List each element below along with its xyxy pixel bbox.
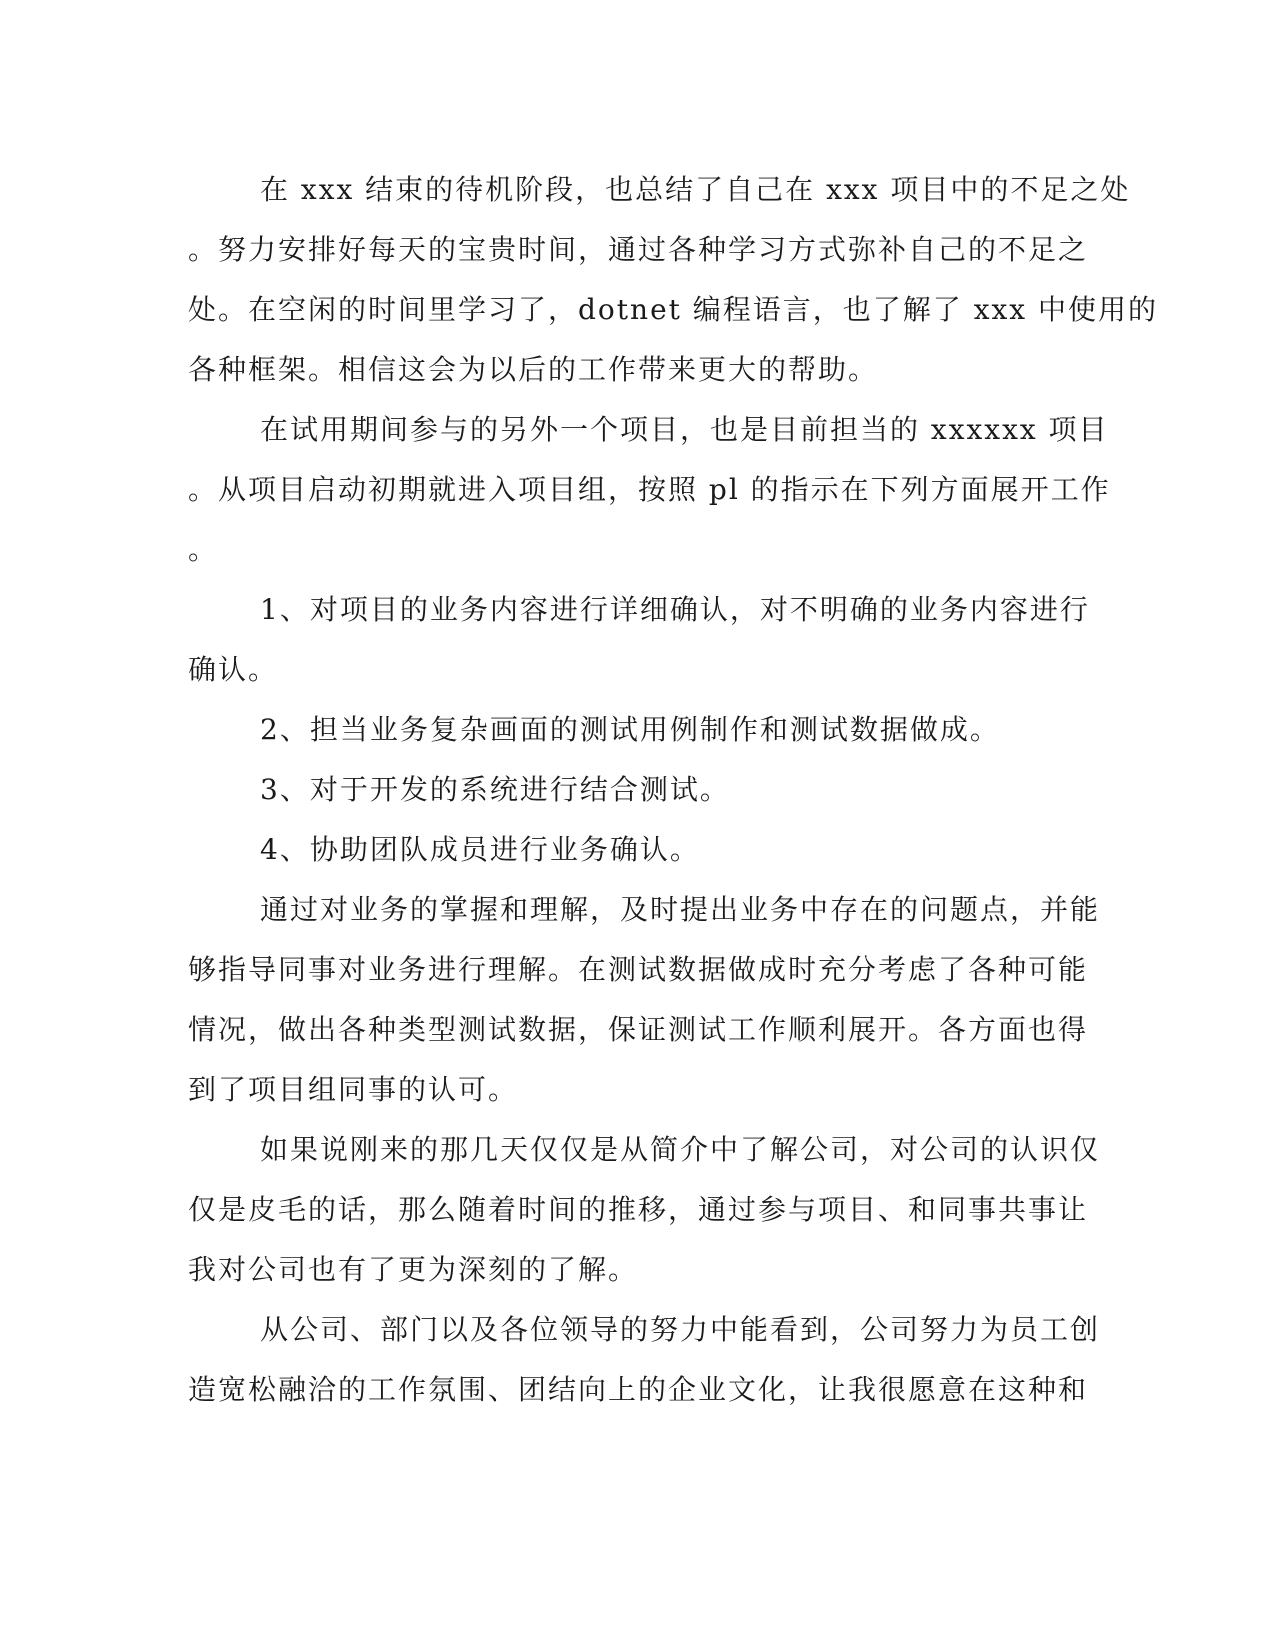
paragraph-line: 在试用期间参与的另外一个项目，也是目前担当的 xxxxxx 项目 bbox=[260, 413, 1109, 446]
paragraph-line: 如果说刚来的那几天仅仅是从简介中了解公司，对公司的认识仅 bbox=[260, 1133, 1101, 1166]
paragraph-line: 到了项目组同事的认可。 bbox=[188, 1073, 519, 1106]
paragraph-line: 。努力安排好每天的宝贵时间，通过各种学习方式弥补自己的不足之 bbox=[188, 233, 1089, 266]
paragraph-line: 处。在空闲的时间里学习了，dotnet 编程语言，也了解了 xxx 中使用的 bbox=[188, 293, 1158, 326]
paragraph-line: 各种框架。相信这会为以后的工作带来更大的帮助。 bbox=[188, 353, 879, 386]
paragraph-line: 造宽松融洽的工作氛围、团结向上的企业文化，让我很愿意在这种和 bbox=[188, 1373, 1089, 1406]
paragraph-line: 够指导同事对业务进行理解。在测试数据做成时充分考虑了各种可能 bbox=[188, 953, 1089, 986]
paragraph-line: 通过对业务的掌握和理解，及时提出业务中存在的问题点，并能 bbox=[260, 893, 1101, 926]
list-item: 4、协助团队成员进行业务确认。 bbox=[260, 833, 700, 866]
body-text bbox=[188, 160, 1158, 1420]
list-item: 1、对项目的业务内容进行详细确认，对不明确的业务内容进行 bbox=[260, 593, 1090, 626]
paragraph-line: 。 bbox=[188, 533, 219, 566]
paragraph-line: 仅是皮毛的话，那么随着时间的推移，通过参与项目、和同事共事让 bbox=[188, 1193, 1089, 1226]
paragraph-line: 情况，做出各种类型测试数据，保证测试工作顺利展开。各方面也得 bbox=[188, 1013, 1089, 1046]
paragraph-line: 。从项目启动初期就进入项目组，按照 pl 的指示在下列方面展开工作 bbox=[188, 473, 1111, 506]
list-item: 3、对于开发的系统进行结合测试。 bbox=[260, 773, 730, 806]
list-item-continuation: 确认。 bbox=[188, 653, 279, 686]
paragraph-line: 我对公司也有了更为深刻的了解。 bbox=[188, 1253, 639, 1286]
list-item: 2、担当业务复杂画面的测试用例制作和测试数据做成。 bbox=[260, 713, 1000, 746]
paragraph-line: 从公司、部门以及各位领导的努力中能看到，公司努力为员工创 bbox=[260, 1313, 1101, 1346]
paragraph-line: 在 xxx 结束的待机阶段，也总结了自己在 xxx 项目中的不足之处 bbox=[260, 173, 1131, 206]
